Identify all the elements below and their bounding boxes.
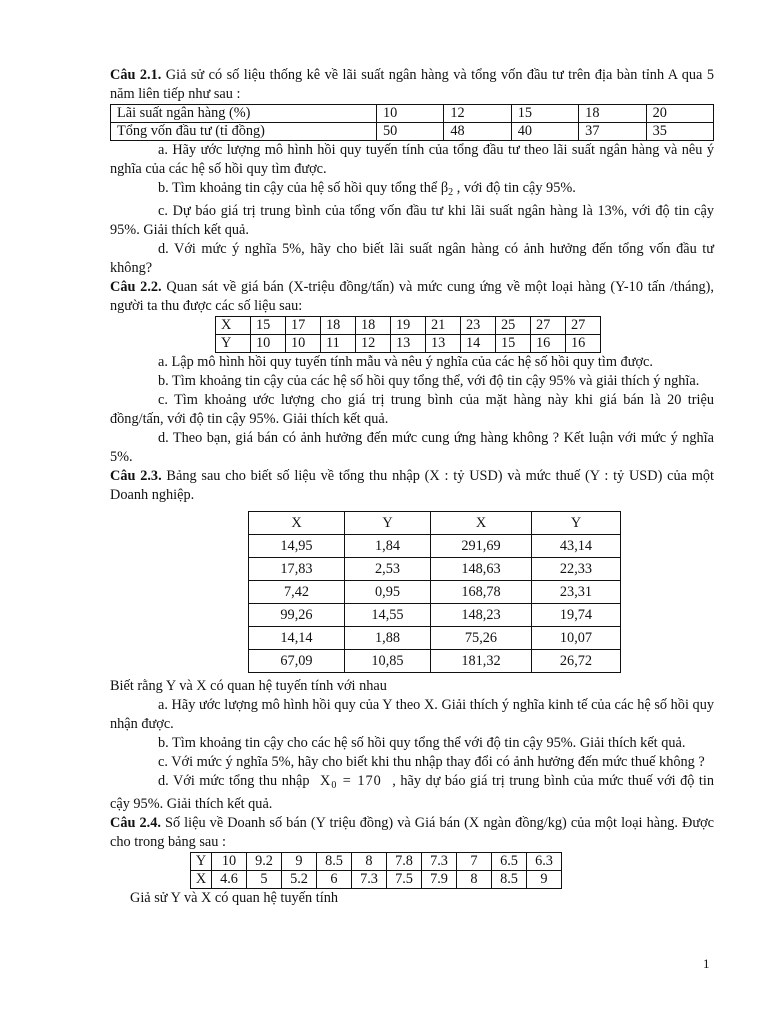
q22-part-c: c. Tìm khoảng ước lượng cho giá trị trung bình của mặt hàng này khi giá bán là 20 triệu đồng/tấn, với độ tin cậy 95%. Giải thích kết quả. xyxy=(110,392,714,427)
q23-table xyxy=(248,511,621,673)
table-row: 14,95 1,84 291,69 43,14 xyxy=(249,535,621,558)
table-row: Tổng vốn đầu tư (tỉ đồng) 50 48 40 37 35 xyxy=(111,123,714,141)
q22-intro: Câu 2.2. Quan sát về giá bán (X-triệu đồng/tấn) và mức cung ứng về một loại hàng (Y-10 tấn /tháng), người ta thu được các số liệu sau: xyxy=(110,279,714,314)
table-row: Y 10 10 11 12 13 13 14 15 16 16 xyxy=(216,335,601,353)
table-row: Y 10 9.2 9 8.5 8 7.8 7.3 7 6.5 6.3 xyxy=(191,853,562,871)
q24-note: Giả sử Y và X có quan hệ tuyến tính xyxy=(130,890,338,906)
table-row: X 15 17 18 18 19 21 23 25 27 27 xyxy=(216,317,601,335)
q23-part-d: d. Với mức tổng thu nhập $X_0 = 170$ , hãy dự báo giá trị trung bình của mức thuế với độ tin cậy 95%. Giải thích kết quả. xyxy=(110,773,714,812)
q22-part-a: a. Lập mô hình hồi quy tuyến tính mẫu và nêu ý nghĩa của các hệ số hồi quy tìm được. xyxy=(158,354,653,370)
table-row: Lãi suất ngân hàng (%) 10 12 15 18 20 xyxy=(111,105,714,123)
q21-part-a: a. Hãy ước lượng mô hình hồi quy tuyến tính của tổng đầu tư theo lãi suất ngân hàng và nêu ý nghĩa của các hệ số hồi quy tìm được. xyxy=(110,142,714,177)
q24-table xyxy=(190,852,562,889)
table-row: X 4.6 5 5.2 6 7.3 7.5 7.9 8 8.5 9 xyxy=(191,871,562,889)
table-row: 14,14 1,88 75,26 10,07 xyxy=(249,627,621,650)
q21-part-b: b. Tìm khoảng tin cậy của hệ số hồi quy tổng thể $\beta_2$ , với độ tin cậy 95%. xyxy=(158,180,576,198)
document-page xyxy=(110,66,714,908)
q21-title: Câu 2.1. xyxy=(110,67,162,83)
q23-intro: Câu 2.3. Bảng sau cho biết số liệu về tổng thu nhập (X : tỷ USD) và mức thuế (Y : tỷ USD) của một Doanh nghiệp. xyxy=(110,468,714,503)
q22-title: Câu 2.2. xyxy=(110,279,162,295)
table-row: 7,42 0,95 168,78 23,31 xyxy=(249,581,621,604)
formula-x0: $X_0 = 170$ xyxy=(319,773,382,791)
q23-part-a: a. Hãy ước lượng mô hình hồi quy của Y theo X. Giải thích ý nghĩa kinh tế của các hệ số hồi quy nhận được. xyxy=(110,697,714,732)
page-number: 1 xyxy=(703,956,710,971)
table-row: 17,83 2,53 148,63 22,33 xyxy=(249,558,621,581)
table-row: 99,26 14,55 148,23 19,74 xyxy=(249,604,621,627)
q23-part-c: c. Với mức ý nghĩa 5%, hãy cho biết khi thu nhập thay đổi có ảnh hưởng đến mức thuế không ? xyxy=(158,754,705,770)
q24-title: Câu 2.4. xyxy=(110,815,161,831)
table-row: X Y X Y xyxy=(249,512,621,535)
q21-table xyxy=(110,104,714,141)
q23-title: Câu 2.3. xyxy=(110,468,162,484)
q24-intro: Câu 2.4. Số liệu về Doanh số bán (Y triệu đồng) và Giá bán (X ngàn đồng/kg) của một loại hàng. Được cho trong bảng sau : xyxy=(110,815,714,850)
q21-part-d: d. Với mức ý nghĩa 5%, hãy cho biết lãi suất ngân hàng có ảnh hưởng đến tổng vốn đầu tư không? xyxy=(110,241,714,276)
q22-part-d: d. Theo bạn, giá bán có ảnh hưởng đến mức cung ứng hàng không ? Kết luận với mức ý nghĩa 5%. xyxy=(110,430,714,465)
q21-intro: Câu 2.1. Giả sử có số liệu thống kê về lãi suất ngân hàng và tổng vốn đầu tư trên địa bàn tỉnh A qua 5 năm liên tiếp như sau : xyxy=(110,67,714,102)
q23-note: Biết rằng Y và X có quan hệ tuyến tính với nhau xyxy=(110,678,387,694)
q21-part-c: c. Dự báo giá trị trung bình của tổng vốn đầu tư khi lãi suất ngân hàng là 13%, với độ tin cậy 95%. Giải thích kết quả. xyxy=(110,203,714,238)
q22-part-b: b. Tìm khoảng tin cậy của các hệ số hồi quy tổng thể, với độ tin cậy 95% và giải thích ý nghĩa. xyxy=(158,373,700,389)
table-row: 67,09 10,85 181,32 26,72 xyxy=(249,650,621,673)
q22-table xyxy=(215,316,601,353)
q23-part-b: b. Tìm khoảng tin cậy cho các hệ số hồi quy tổng thể với độ tin cậy 95%. Giải thích kết quả. xyxy=(158,735,686,751)
